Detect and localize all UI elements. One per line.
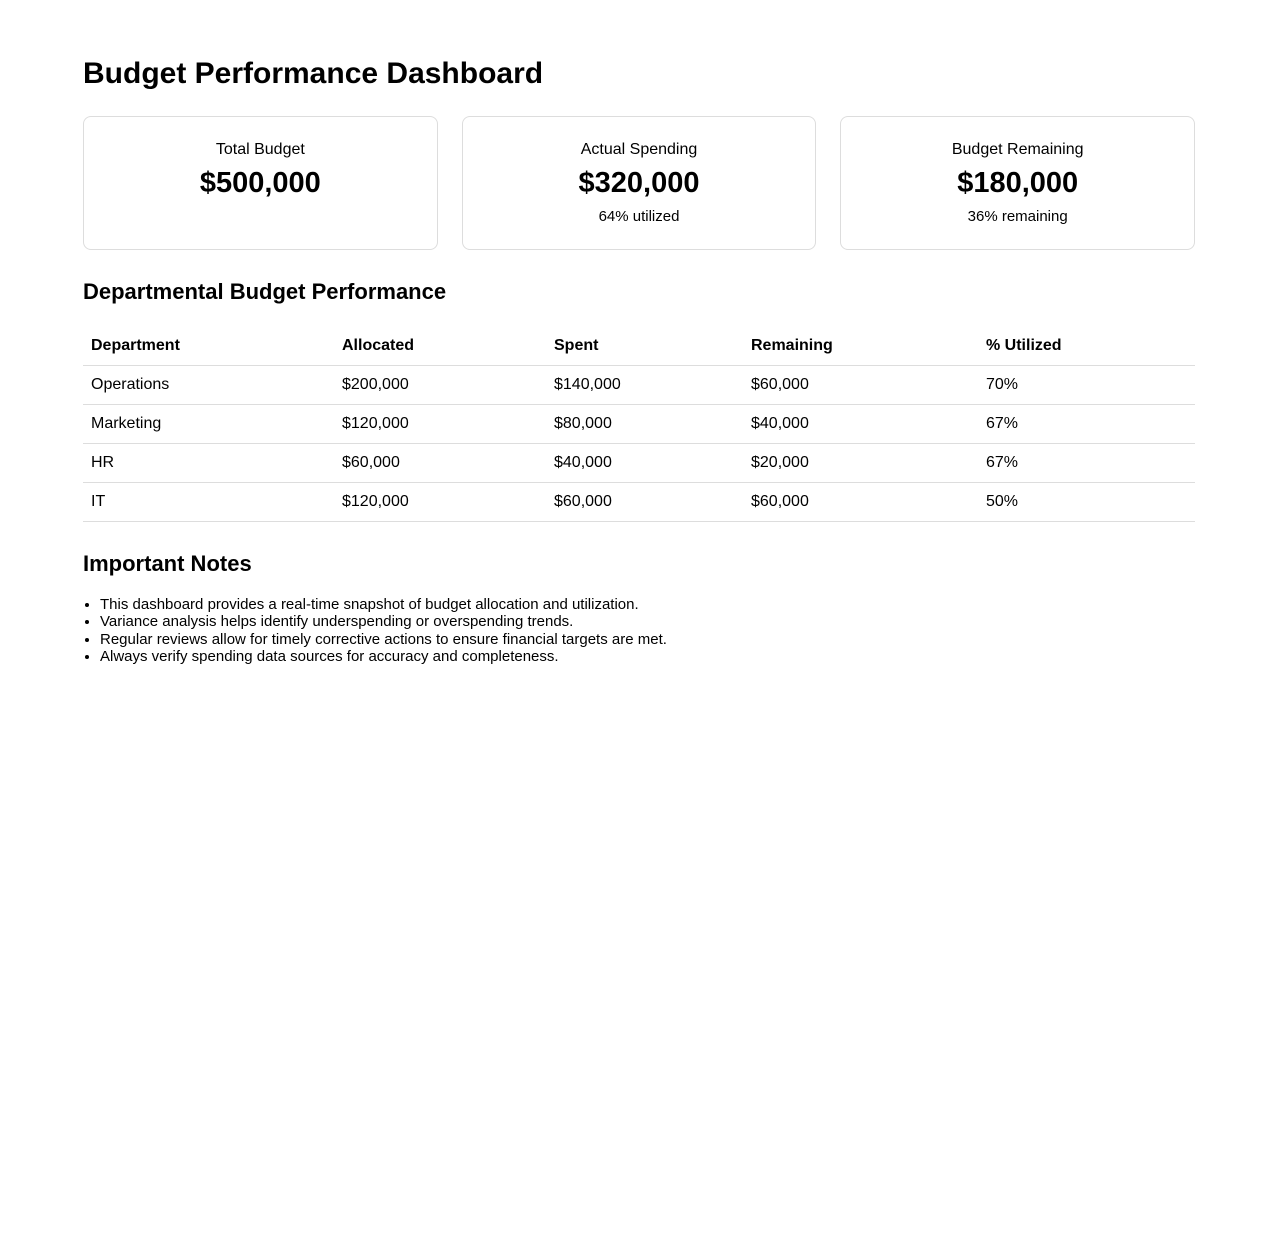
cell-spent: $40,000: [546, 443, 743, 482]
notes-section-heading: Important Notes: [83, 550, 252, 576]
column-header-remaining: Remaining: [743, 325, 978, 366]
cell-spent: $140,000: [546, 365, 743, 404]
table-row: [83, 365, 1195, 404]
cell-allocated: $60,000: [334, 443, 546, 482]
table-header-row: [83, 325, 1195, 366]
summary-card-total-budget: [83, 116, 438, 251]
note-item: • This dashboard provides a real-time snapshot of budget allocation and utilization.: [100, 596, 1195, 613]
budget-table: [83, 325, 1195, 522]
notes-list: [83, 596, 1195, 665]
cell-allocated: $120,000: [334, 482, 546, 521]
card-value: $320,000: [578, 166, 700, 199]
card-label: Budget Remaining: [951, 140, 1084, 158]
card-value: $500,000: [199, 166, 321, 199]
cell-utilized: 67%: [978, 443, 1195, 482]
cell-department: HR: [83, 443, 334, 482]
table-row: [83, 404, 1195, 443]
column-header-department: Department: [83, 325, 334, 366]
page-title: Budget Performance Dashboard: [83, 57, 544, 90]
cell-remaining: $60,000: [743, 482, 978, 521]
card-value: $180,000: [957, 166, 1079, 199]
cell-remaining: $40,000: [743, 404, 978, 443]
card-label: Total Budget: [215, 140, 305, 158]
note-item: • Variance analysis helps identify underspending or overspending trends.: [100, 613, 1195, 630]
summary-card-budget-remaining: [840, 116, 1195, 251]
column-header-allocated: Allocated: [334, 325, 546, 366]
cell-spent: $80,000: [546, 404, 743, 443]
column-header-utilized: % Utilized: [978, 325, 1195, 366]
table-section-heading: Departmental Budget Performance: [83, 279, 447, 305]
cell-spent: $60,000: [546, 482, 743, 521]
cell-department: Marketing: [83, 404, 334, 443]
note-item: • Regular reviews allow for timely corrective actions to ensure financial targets are met.: [100, 631, 1195, 648]
cell-utilized: 67%: [978, 404, 1195, 443]
column-header-spent: Spent: [546, 325, 743, 366]
table-row: [83, 443, 1195, 482]
cell-allocated: $200,000: [334, 365, 546, 404]
card-subtext: 64% utilized: [598, 208, 680, 226]
card-label: Actual Spending: [580, 140, 698, 158]
cell-allocated: $120,000: [334, 404, 546, 443]
cell-utilized: 70%: [978, 365, 1195, 404]
cell-remaining: $20,000: [743, 443, 978, 482]
cell-department: IT: [83, 482, 334, 521]
cell-department: Operations: [83, 365, 334, 404]
note-item: • Always verify spending data sources for accuracy and completeness.: [100, 648, 1195, 665]
summary-card-actual-spending: [462, 116, 817, 251]
cell-utilized: 50%: [978, 482, 1195, 521]
table-row: [83, 482, 1195, 521]
cell-remaining: $60,000: [743, 365, 978, 404]
summary-cards-row: [83, 116, 1195, 251]
dashboard-page: [83, 0, 1195, 665]
card-subtext: 36% remaining: [967, 208, 1068, 226]
